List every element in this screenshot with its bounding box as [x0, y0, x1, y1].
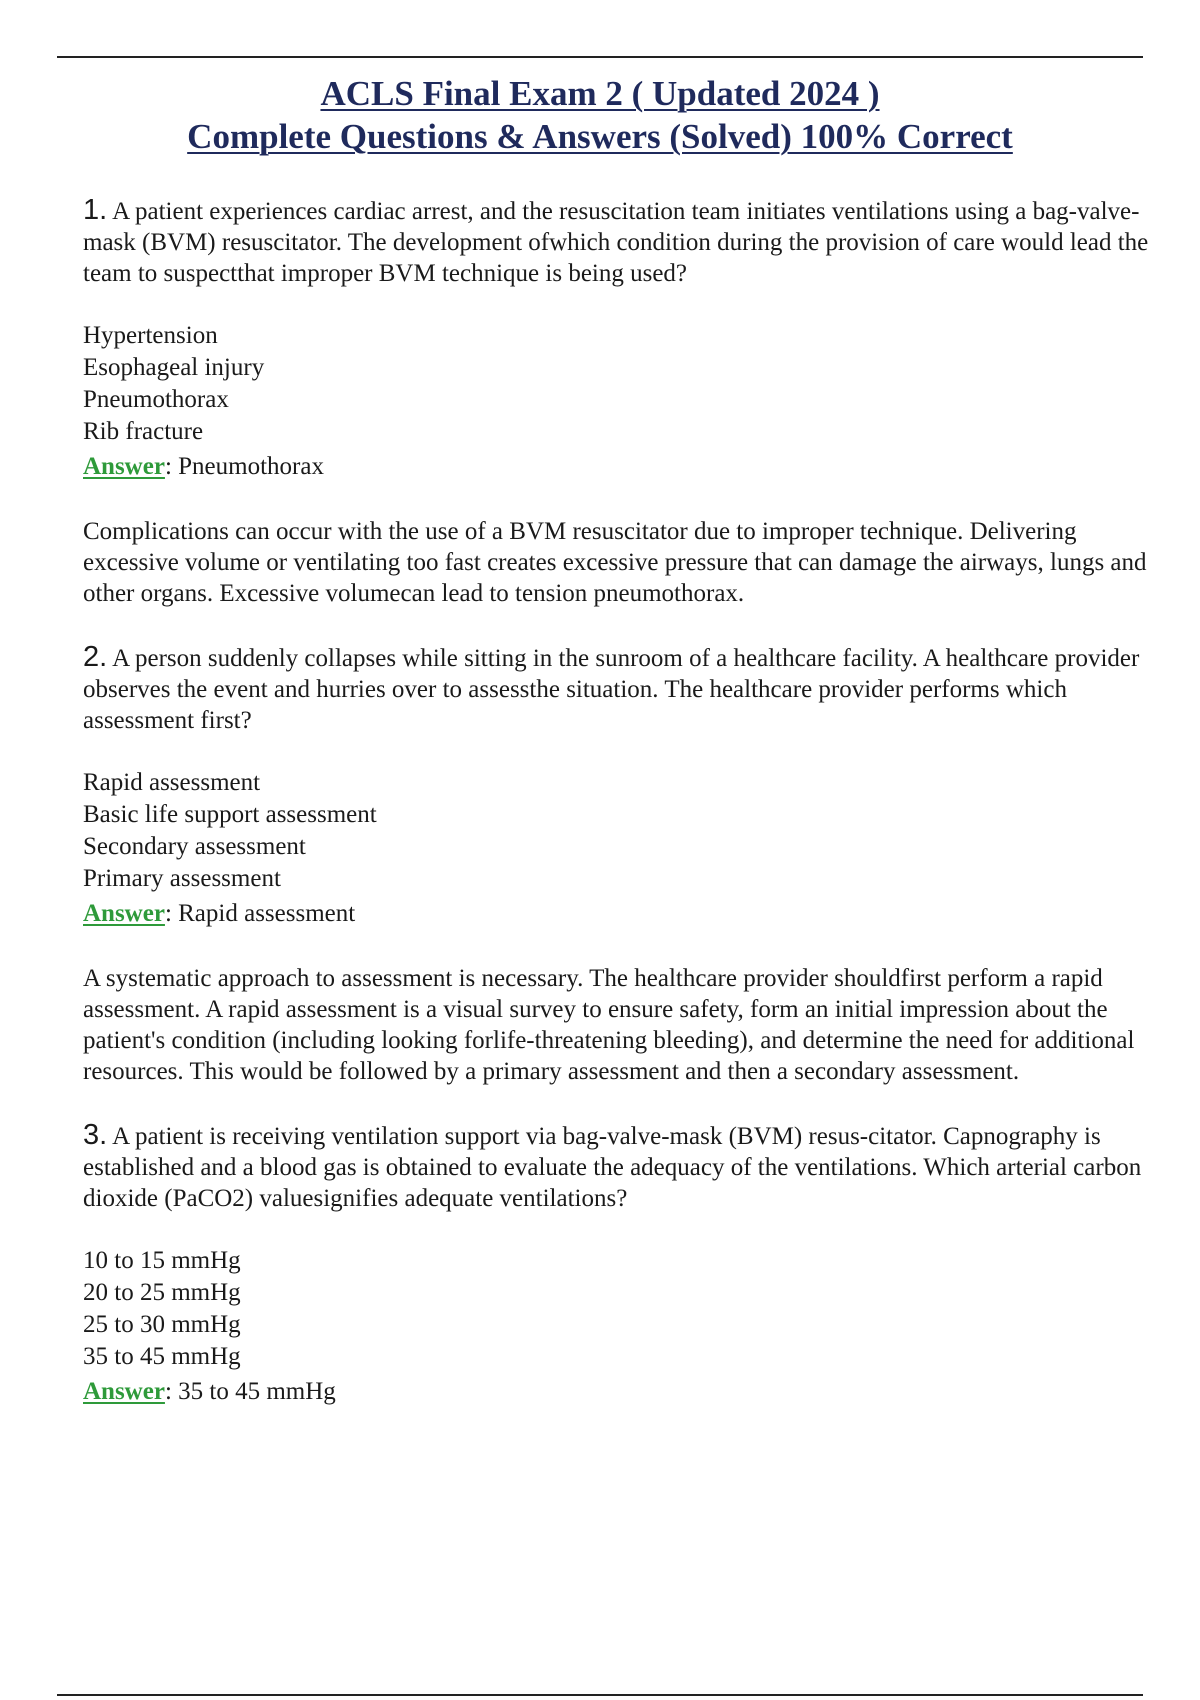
answer-explanation: A systematic approach to assessment is necessary. The healthcare provider shouldfirst perform a rapid assessment. A rapid assessment is a visual survey to ensure safety, form an initial impression about the patient's condition (including looking forlife-threatening bleeding), and determine the need for additional resources. This would be followed by a primary assessment and then a secondary assessment. [83, 965, 1135, 1085]
title-line-2: Complete Questions & Answers (Solved) 100% Correct [187, 117, 1013, 156]
title-line-1: ACLS Final Exam 2 ( Updated 2024 ) [320, 74, 880, 113]
option-list [83, 767, 1153, 895]
question-text [83, 195, 1153, 289]
option-list [83, 320, 1153, 448]
answer-value: : Rapid assessment [164, 900, 356, 927]
answer-line [83, 1376, 1153, 1408]
question-prompt: A patient experiences cardiac arrest, and the resuscitation team initiates ventilations using a bag-valve-mask (BVM) resuscitator. The development ofwhich condition during the provision of care would lead the team to suspectthat improper BVM technique is being used? [83, 198, 1149, 287]
option-item: Esophageal injury [83, 354, 265, 381]
option-item: Primary assessment [83, 865, 281, 892]
option-item: Secondary assessment [83, 833, 306, 860]
option-item: 20 to 25 mmHg [83, 1279, 241, 1306]
question-text [83, 642, 1153, 736]
question-block-1 [83, 195, 1153, 609]
answer-label: Answer [83, 1378, 165, 1405]
document-body [83, 195, 1153, 1408]
answer-label: Answer [83, 453, 165, 480]
question-prompt: A patient is receiving ventilation support via bag-valve-mask (BVM) resus-citator. Capnography is established and a blood gas is obtained to evaluate the adequacy of the ventilations. Which arterial carbon dioxide (PaCO2) valuesignifies adequate ventilations? [83, 1123, 1142, 1212]
spacer [83, 609, 1153, 642]
option-item: 25 to 30 mmHg [83, 1311, 241, 1338]
answer-explanation: Complications can occur with the use of a BVM resuscitator due to improper technique. Delivering excessive volume or ventilating too fast creates excessive pressure that can damage the airways, lungs and other organs. Excessive volumecan lead to tension pneumothorax. [83, 518, 1147, 607]
question-text [83, 1120, 1153, 1214]
spacer [83, 1087, 1153, 1120]
bottom-divider [57, 1694, 1143, 1696]
answer-value: : 35 to 45 mmHg [164, 1378, 336, 1405]
option-item: Pneumothorax [83, 386, 229, 413]
answer-value: : Pneumothorax [164, 453, 324, 480]
question-number: 1. [83, 194, 108, 226]
answer-line [83, 898, 1153, 930]
option-item: Rapid assessment [83, 769, 261, 796]
question-number: 2. [83, 641, 108, 673]
question-prompt: A person suddenly collapses while sitting in the sunroom of a healthcare facility. A healthcare provider observes the event and hurries over to assessthe situation. The healthcare provider performs which assessment first? [83, 645, 1140, 734]
document-title [0, 72, 1200, 158]
question-block-2 [83, 642, 1153, 1087]
answer-line [83, 451, 1153, 483]
option-item: Hypertension [83, 322, 218, 349]
option-item: 10 to 15 mmHg [83, 1247, 241, 1274]
top-divider [57, 56, 1143, 58]
answer-label: Answer [83, 900, 165, 927]
option-list [83, 1245, 1153, 1373]
option-item: Rib fracture [83, 418, 204, 445]
option-item: 35 to 45 mmHg [83, 1343, 241, 1370]
option-item: Basic life support assessment [83, 801, 377, 828]
question-number: 3. [83, 1119, 108, 1151]
question-block-3 [83, 1120, 1153, 1408]
